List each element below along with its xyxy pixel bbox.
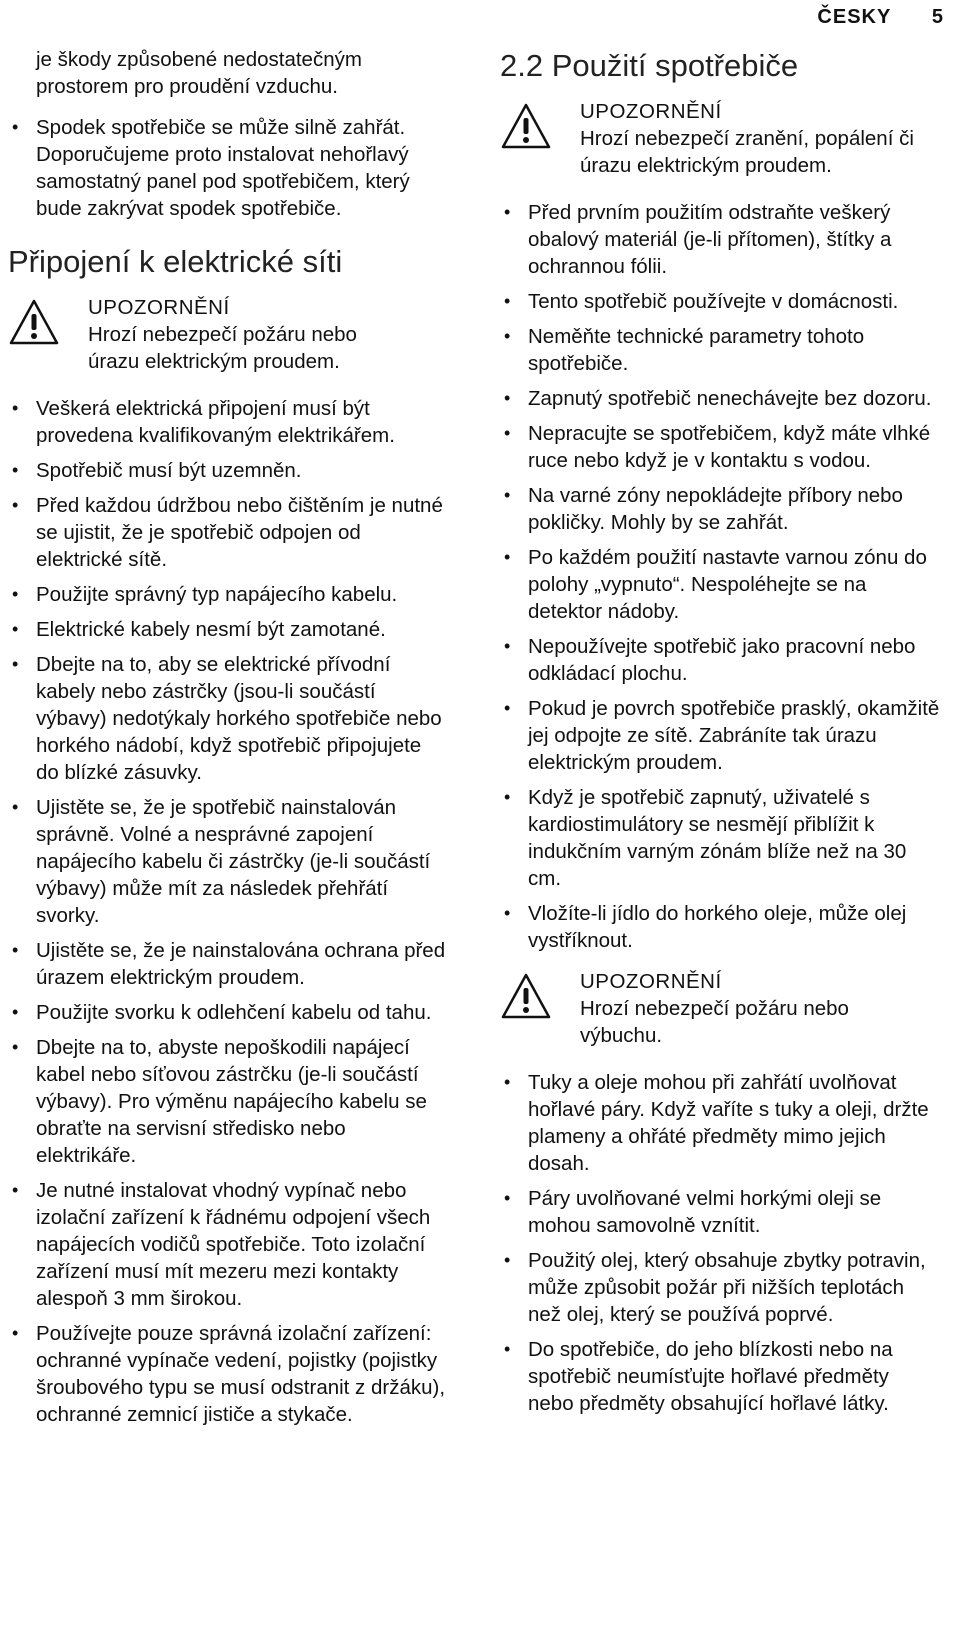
warning-title: UPOZORNĚNÍ	[88, 296, 230, 319]
warning-box	[500, 98, 940, 179]
list-item: • Zapnutý spotřebič nenechávejte bez dozoru.	[500, 385, 940, 412]
list-item: • Po každém použití nastavte varnou zónu do polohy „vypnuto“. Nespoléhejte se na detektor nádoby.	[500, 544, 940, 625]
list-item: • Vložíte-li jídlo do horkého oleje, může olej vystříknout.	[500, 900, 940, 954]
list-item: • Neměňte technické parametry tohoto spotřebiče.	[500, 323, 940, 377]
list-item: • Tuky a oleje mohou při zahřátí uvolňovat hořlavé páry. Když vaříte s tuky a oleji, držte plameny a ohřáté předměty mimo jejich dosah.	[500, 1069, 940, 1177]
list-item: • Na varné zóny nepokládejte příbory nebo pokličky. Mohly by se zahřát.	[500, 482, 940, 536]
bullet-list	[500, 199, 940, 954]
page-number: 5	[931, 6, 944, 28]
warning-text: Hrozí nebezpečí požáru nebo úrazu elektrickým proudem.	[88, 323, 357, 373]
list-item: • Použijte svorku k odlehčení kabelu od tahu.	[8, 999, 448, 1026]
warning-triangle-icon	[8, 298, 60, 346]
left-column	[8, 46, 448, 1436]
page-header	[817, 6, 944, 29]
warning-title: UPOZORNĚNÍ	[580, 970, 722, 993]
warning-text: Hrozí nebezpečí zranění, popálení či úrazu elektrickým proudem.	[580, 127, 914, 177]
list-item: • Používejte pouze správná izolační zařízení: ochranné vypínače vedení, pojistky (pojistky šroubového typu se musí odstranit z držáku), ochranné zemnicí jističe a stykače.	[8, 1320, 448, 1428]
list-item: • Ujistěte se, že je nainstalována ochrana před úrazem elektrickým proudem.	[8, 937, 448, 991]
list-item: • Použijte správný typ napájecího kabelu.	[8, 581, 448, 608]
continued-text-line: je škody způsobené nedostatečným	[36, 48, 362, 71]
list-item: • Nepracujte se spotřebičem, když máte vlhké ruce nebo když je v kontaktu s vodou.	[500, 420, 940, 474]
section-heading: 2.2 Použití spotřebiče	[500, 48, 799, 83]
warning-box	[8, 294, 448, 375]
list-item: • Do spotřebiče, do jeho blízkosti nebo na spotřebič neumísťujte hořlavé předměty nebo předměty obsahující hořlavé látky.	[500, 1336, 940, 1417]
list-item: • Před každou údržbou nebo čištěním je nutné se ujistit, že je spotřebič odpojen od elektrické sítě.	[8, 492, 448, 573]
warning-box	[500, 968, 940, 1049]
warning-triangle-icon	[500, 972, 552, 1020]
warning-triangle-icon	[500, 102, 552, 150]
continued-text	[36, 46, 448, 100]
list-item: • Pokud je povrch spotřebiče prasklý, okamžitě jej odpojte ze sítě. Zabráníte tak úrazu elektrickým proudem.	[500, 695, 940, 776]
list-item: • Dbejte na to, abyste nepoškodili napájecí kabel nebo síťovou zástrčku (je-li součástí výbavy). Pro výměnu napájecího kabelu se obraťte na servisní středisko nebo elektrikáře.	[8, 1034, 448, 1169]
list-item: • Spodek spotřebiče se může silně zahřát. Doporučujeme proto instalovat nehořlavý samostatný panel pod spotřebičem, který bude zakrývat spodek spotřebiče.	[8, 114, 448, 222]
list-item: • Veškerá elektrická připojení musí být provedena kvalifikovaným elektrikářem.	[8, 395, 448, 449]
list-item: • Páry uvolňované velmi horkými oleji se mohou samovolně vznítit.	[500, 1185, 940, 1239]
section-heading: Připojení k elektrické síti	[8, 244, 343, 279]
language-label: ČESKY	[817, 6, 892, 28]
list-item: • Když je spotřebič zapnutý, uživatelé s kardiostimulátory se nesmějí přiblížit k indukčním varným zónám blíže než na 30 cm.	[500, 784, 940, 892]
list-item: • Použitý olej, který obsahuje zbytky potravin, může způsobit požár při nižších teplotách než olej, který se používá poprvé.	[500, 1247, 940, 1328]
list-item: • Dbejte na to, aby se elektrické přívodní kabely nebo zástrčky (jsou-li součástí výbavy) nedotýkaly horkého spotřebiče nebo horkého nádobí, když spotřebič připojujete do blízké zásuvky.	[8, 651, 448, 786]
continued-text-line: prostorem pro proudění vzduchu.	[36, 75, 338, 98]
list-item: • Elektrické kabely nesmí být zamotané.	[8, 616, 448, 643]
list-item: • Je nutné instalovat vhodný vypínač nebo izolační zařízení k řádnému odpojení všech napájecích vodičů spotřebiče. Toto izolační zařízení musí mít mezeru mezi kontakty alespoň 3 mm širokou.	[8, 1177, 448, 1312]
list-item: • Před prvním použitím odstraňte veškerý obalový materiál (je-li přítomen), štítky a ochrannou fólii.	[500, 199, 940, 280]
list-item: • Spotřebič musí být uzemněn.	[8, 457, 448, 484]
list-item: • Nepoužívejte spotřebič jako pracovní nebo odkládací plochu.	[500, 633, 940, 687]
right-column	[500, 44, 940, 1425]
warning-text: Hrozí nebezpečí požáru nebo výbuchu.	[580, 997, 849, 1047]
bullet-list	[500, 1069, 940, 1417]
list-item: • Tento spotřebič používejte v domácnosti.	[500, 288, 940, 315]
bullet-list	[8, 395, 448, 1428]
list-item: • Ujistěte se, že je spotřebič nainstalován správně. Volné a nesprávné zapojení napájecího kabelu či zástrčky (je-li součástí výbavy) může mít za následek přehřátí svorky.	[8, 794, 448, 929]
bullet-list	[8, 114, 448, 222]
warning-title: UPOZORNĚNÍ	[580, 100, 722, 123]
